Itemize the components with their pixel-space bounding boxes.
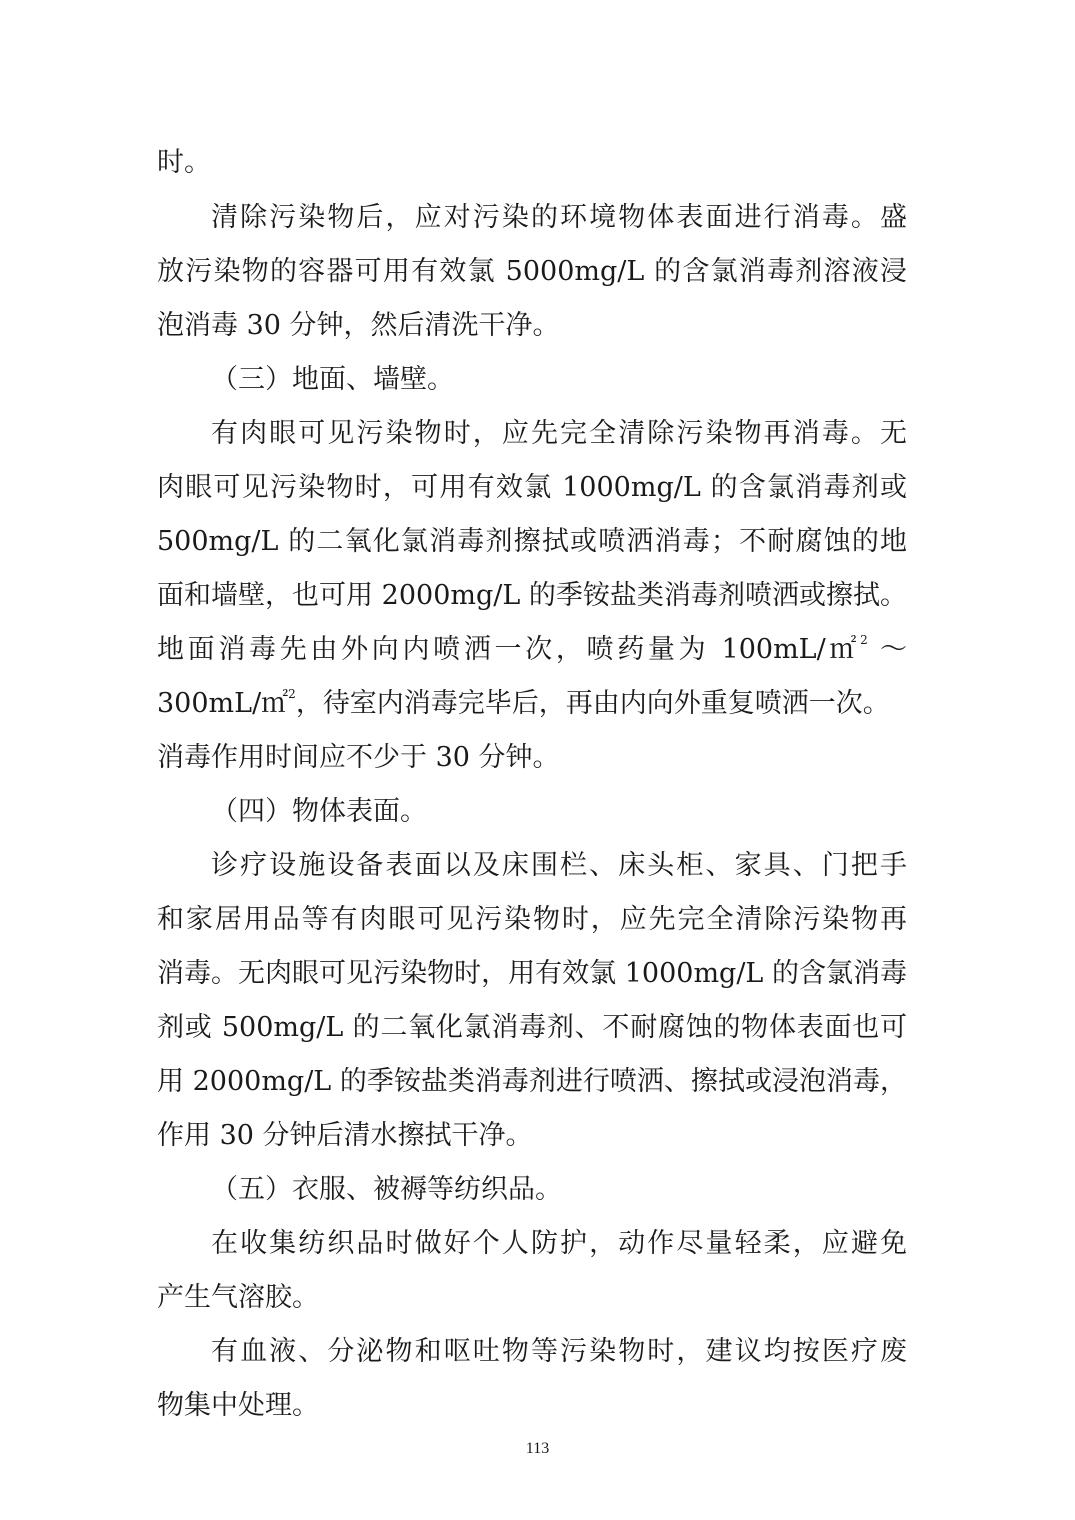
text-line bbox=[157, 684, 907, 724]
section-heading-4: （四）物体表面。 bbox=[211, 796, 427, 827]
text-line: 面和墙壁，也可用 2000mg/L 的季铵盐类消毒剂喷洒或擦拭。 bbox=[157, 580, 907, 611]
text-line: 肉眼可见污染物时，可用有效氯 1000mg/L 的含氯消毒剂或 bbox=[157, 472, 907, 503]
paragraph-first-line: 有血液、分泌物和呕吐物等污染物时，建议均按医疗废 bbox=[211, 1336, 907, 1367]
superscript: 2 bbox=[288, 687, 296, 701]
text-line: 产生气溶胶。 bbox=[157, 1282, 319, 1313]
paragraph-first-line: 在收集纺织品时做好个人防护，动作尽量轻柔，应避免 bbox=[211, 1228, 907, 1259]
text-line: 500mg/L 的二氧化氯消毒剂擦拭或喷洒消毒；不耐腐蚀的地 bbox=[157, 526, 907, 557]
text-line: 消毒作用时间应不少于 30 分钟。 bbox=[157, 742, 560, 773]
paragraph-first-line: 诊疗设施设备表面以及床围栏、床头柜、家具、门把手 bbox=[211, 850, 907, 881]
text-segment: 300mL/㎡ bbox=[157, 688, 289, 719]
section-heading-3: （三）地面、墙壁。 bbox=[211, 364, 454, 395]
text-line: 时。 bbox=[157, 147, 211, 178]
text-line: 消毒。无肉眼可见污染物时，用有效氯 1000mg/L 的含氯消毒 bbox=[157, 958, 907, 989]
section-heading-5: （五）衣服、被褥等纺织品。 bbox=[211, 1174, 562, 1205]
paragraph-first-line: 清除污染物后，应对污染的环境物体表面进行消毒。盛 bbox=[211, 202, 907, 233]
text-line: 剂或 500mg/L 的二氧化氯消毒剂、不耐腐蚀的物体表面也可 bbox=[157, 1012, 907, 1043]
text-segment: ，待室内消毒完毕后，再由内向外重复喷洒一次。 bbox=[295, 688, 890, 719]
superscript: 2 bbox=[860, 633, 868, 647]
text-segment: 地面消毒先由外向内喷洒一次，喷药量为 100mL/㎡ bbox=[157, 634, 861, 665]
text-line: 放污染物的容器可用有效氯 5000mg/L 的含氯消毒剂溶液浸 bbox=[157, 256, 907, 287]
text-line: 用 2000mg/L 的季铵盐类消毒剂进行喷洒、擦拭或浸泡消毒， bbox=[157, 1066, 907, 1097]
page-number: 113 bbox=[525, 1440, 550, 1457]
text-line: 物集中处理。 bbox=[157, 1390, 319, 1421]
text-line: 泡消毒 30 分钟，然后清洗干净。 bbox=[157, 310, 560, 341]
text-line: 作用 30 分钟后清水擦拭干净。 bbox=[157, 1120, 533, 1151]
text-segment: ～ bbox=[880, 634, 907, 665]
paragraph-first-line: 有肉眼可见污染物时，应先完全清除污染物再消毒。无 bbox=[211, 418, 907, 449]
text-line: 和家居用品等有肉眼可见污染物时，应先完全清除污染物再 bbox=[157, 904, 907, 935]
text-line bbox=[157, 630, 907, 670]
